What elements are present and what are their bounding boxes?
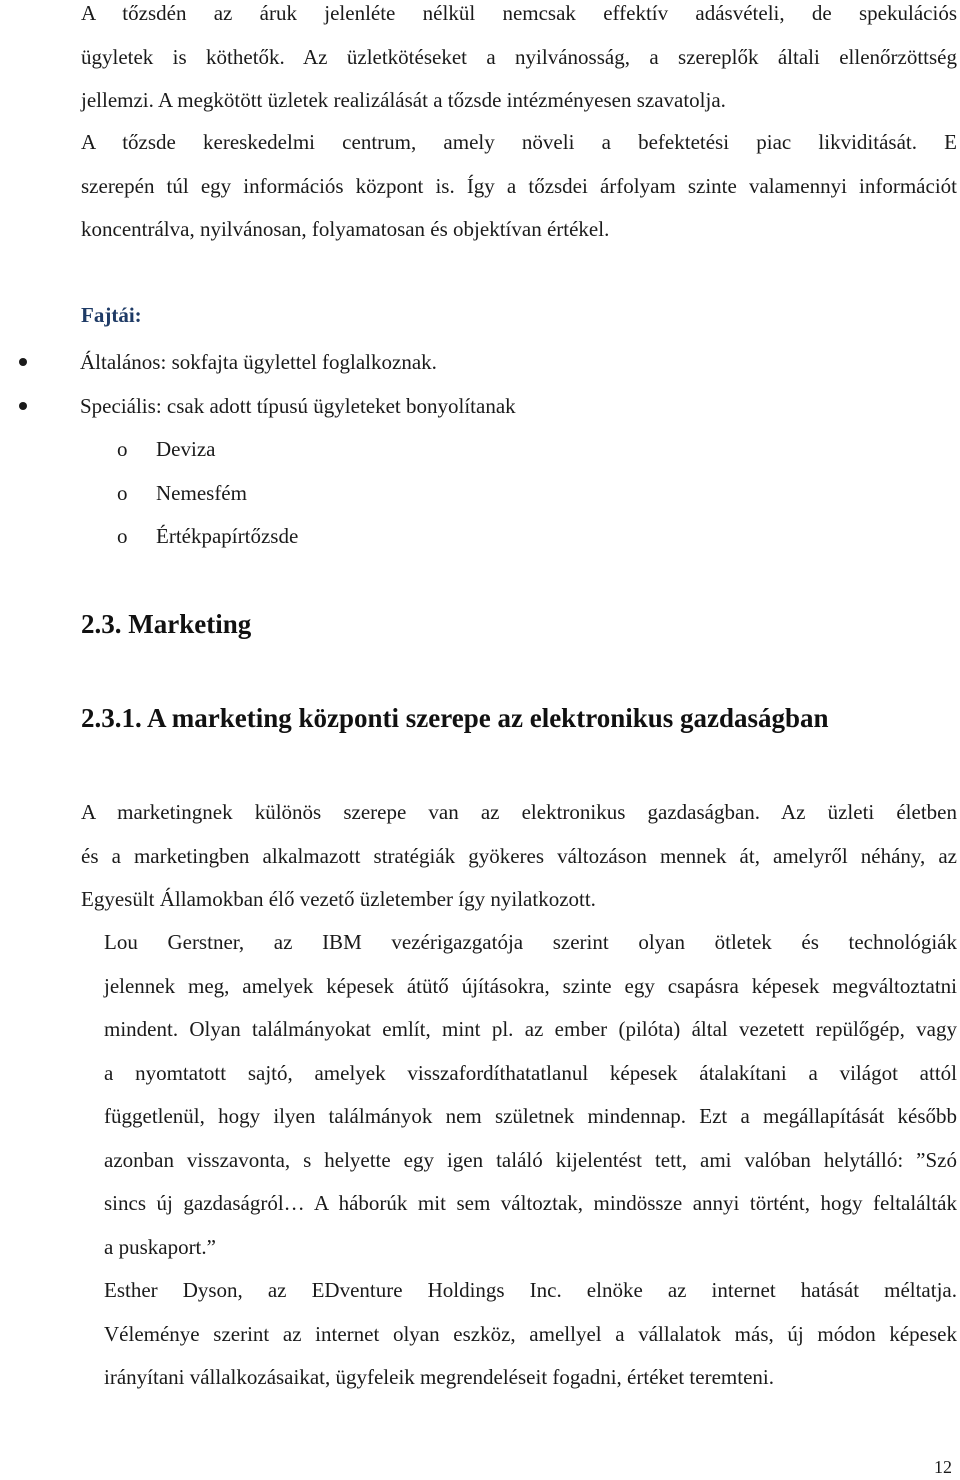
paragraph-stock-exchange-role xyxy=(7,121,957,252)
sub-list-item-text: Nemesfém xyxy=(156,480,247,505)
sub-list-item-securities xyxy=(7,515,957,559)
list-item-text: Általános: sokfajta ügylettel foglalkoznak. xyxy=(80,350,437,374)
text-line: koncentrálva, nyilvánosan, folyamatosan és objektívan értékel. xyxy=(81,217,610,241)
text-line: a nyomtatott sajtó, amelyek visszafordíthatatlanul képesek átalakítani a világot attól xyxy=(104,1060,957,1085)
sub-list-item-text: Deviza xyxy=(156,437,216,461)
text-line: ügyletek is köthetők. Az üzletkötéseket a nyilvánosság, a szereplők általi ellenőrzöttség xyxy=(81,44,957,69)
paragraph-lou-gerstner xyxy=(7,921,957,1269)
list-item-general xyxy=(7,340,957,384)
text-line: szerepén túl egy információs központ is. Így a tőzsdei árfolyam szinte valamennyi információt xyxy=(81,173,957,198)
text-line: sincs új gazdaságról… A háborúk mit sem változtak, mindössze annyi történt, hogy feltalálták xyxy=(104,1191,957,1215)
circle-bullet-icon: o xyxy=(117,524,128,548)
bullet-icon xyxy=(19,402,27,410)
text-line: A marketingnek különös szerepe van az elektronikus gazdaságban. Az üzleti életben xyxy=(81,800,957,824)
paragraph-marketing-role xyxy=(7,791,957,922)
types-list xyxy=(7,340,957,559)
text-line: jellemzi. A megkötött üzletek realizálását a tőzsde intézményesen szavatolja. xyxy=(81,88,726,112)
circle-bullet-icon: o xyxy=(117,480,128,505)
text-line: A tőzsde kereskedelmi centrum, amely növeli a befektetési piac likviditását. E xyxy=(81,130,957,154)
list-item-text: Speciális: csak adott típusú ügyleteket bonyolítanak xyxy=(80,394,516,418)
bullet-icon xyxy=(19,358,27,366)
text-line: mindent. Olyan találmányokat említ, mint pl. az ember (pilóta) által vezetett repülőgép, vagy xyxy=(104,1017,957,1041)
text-line: Lou Gerstner, az IBM vezérigazgatója szerint olyan ötletek és technológiák xyxy=(104,930,957,954)
types-heading: Fajtái: xyxy=(81,303,142,327)
subsection-heading: 2.3.1. A marketing központi szerepe az elektronikus gazdaságban xyxy=(81,703,829,733)
text-line: és a marketingben alkalmazott stratégiák gyökeres változáson mennek át, amelyről néhány, az xyxy=(81,843,957,868)
section-heading: 2.3. Marketing xyxy=(81,609,252,639)
text-line: A tőzsdén az áruk jelenléte nélkül nemcsak effektív adásvételi, de spekulációs xyxy=(81,1,957,25)
text-line: függetlenül, hogy ilyen találmányok nem születnek mindennap. Ezt a megállapítását később xyxy=(104,1104,957,1128)
paragraph-esther-dyson xyxy=(7,1269,957,1400)
sub-list-item-text: Értékpapírtőzsde xyxy=(156,524,299,548)
text-line: Egyesült Államokban élő vezető üzletember így nyilatkozott. xyxy=(81,887,596,911)
text-line: Véleménye szerint az internet olyan eszköz, amellyel a vállalatok más, új módon képesek xyxy=(104,1321,957,1346)
paragraph-stock-exchange-trading xyxy=(7,0,957,123)
text-line: a puskaport.” xyxy=(104,1234,216,1259)
text-line: azonban visszavonta, s helyette egy igen találó kijelentést tett, ami valóban helytálló: ”Szó xyxy=(104,1147,957,1172)
list-item-special xyxy=(7,384,957,428)
text-line: irányítani vállalkozásaikat, ügyfeleik megrendeléseit fogadni, értéket teremteni. xyxy=(104,1365,774,1389)
circle-bullet-icon: o xyxy=(117,437,128,461)
text-line: jelennek meg, amelyek képesek átütő újításokra, szinte egy csapásra képesek megváltoztatni xyxy=(104,973,957,998)
page-number: 12 xyxy=(934,1457,952,1477)
sub-list-item-currency xyxy=(7,428,957,472)
sub-list-item-precious-metal xyxy=(7,472,957,516)
text-line: Esther Dyson, az EDventure Holdings Inc. elnöke az internet hatását méltatja. xyxy=(104,1278,957,1302)
